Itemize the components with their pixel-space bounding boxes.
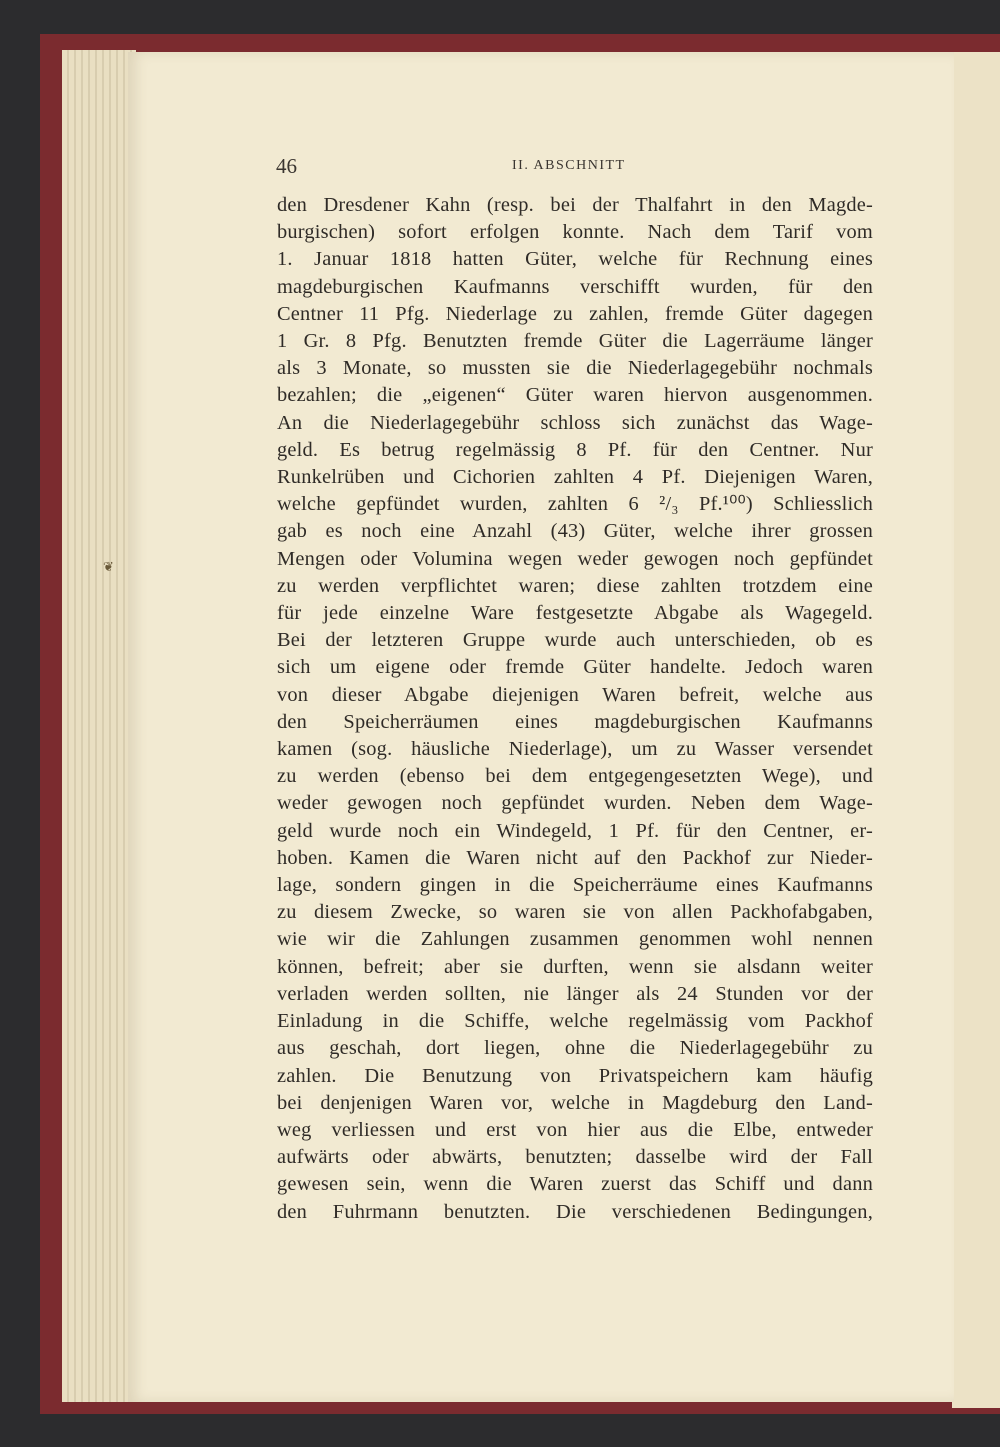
text-line: welche gepfündet wurden, zahlten 6 ²/₃ Pf.¹⁰⁰) Schliesslich <box>277 493 873 516</box>
text-line: Runkelrüben und Cichorien zahlten 4 Pf. Diejenigen Waren, <box>277 466 873 489</box>
text-line: geld wurde noch ein Windegeld, 1 Pf. für den Centner, er- <box>277 819 873 842</box>
text-line: als 3 Monate, so mussten sie die Niederlagegebühr nochmals <box>277 357 873 380</box>
text-line: zu diesem Zwecke, so waren sie von allen Packhofabgaben, <box>277 901 873 924</box>
text-line: zu werden verpflichtet waren; diese zahlten trotzdem eine <box>277 574 873 597</box>
section-title: II. ABSCHNITT <box>512 158 626 173</box>
text-line: aufwärts oder abwärts, benutzten; dasselbe wird der Fall <box>277 1146 873 1169</box>
text-line: verladen werden sollten, nie länger als 24 Stunden vor der <box>277 982 873 1005</box>
text-line: bezahlen; die „eigenen“ Güter waren hiervon ausgenommen. <box>277 384 873 407</box>
text-line: können, befreit; aber sie durften, wenn sie alsdann weiter <box>277 955 873 978</box>
text-line: Mengen oder Volumina wegen weder gewogen noch gepfündet <box>277 547 873 570</box>
text-line: zu werden (ebenso bei dem entgegengesetzten Wege), und <box>277 765 873 788</box>
text-line: Centner 11 Pfg. Niederlage zu zahlen, fremde Güter dagegen <box>277 302 873 325</box>
text-line: kamen (sog. häusliche Niederlage), um zu Wasser versendet <box>277 738 873 761</box>
page-stack-edges <box>62 50 136 1402</box>
text-line: den Fuhrmann benutzten. Die verschiedenen Bedingungen, <box>277 1200 873 1223</box>
text-line: lage, sondern gingen in die Speicherräume eines Kaufmanns <box>277 874 873 897</box>
text-line: Einladung in die Schiffe, welche regelmässig vom Packhof <box>277 1010 873 1033</box>
text-line: bei denjenigen Waren vor, welche in Magdeburg den Land- <box>277 1091 873 1114</box>
text-line: den Speicherräumen eines magdeburgischen Kaufmanns <box>277 710 873 733</box>
text-line: sich um eigene oder fremde Güter handelte. Jedoch waren <box>277 656 873 679</box>
text-line: geld. Es betrug regelmässig 8 Pf. für den Centner. Nur <box>277 438 873 461</box>
text-line: gab es noch eine Anzahl (43) Güter, welche ihrer grossen <box>277 520 873 543</box>
text-line: für jede einzelne Ware festgesetzte Abgabe als Wagegeld. <box>277 602 873 625</box>
next-page-edge <box>952 52 1000 1408</box>
text-line: 1. Januar 1818 hatten Güter, welche für Rechnung eines <box>277 248 873 271</box>
text-line: An die Niederlagegebühr schloss sich zunächst das Wage- <box>277 411 873 434</box>
body-text <box>277 192 873 1226</box>
text-line: Bei der letzteren Gruppe wurde auch unterschieden, ob es <box>277 629 873 652</box>
text-line: magdeburgischen Kaufmanns verschifft wurden, für den <box>277 275 873 298</box>
text-line: weder gewogen noch gepfündet wurden. Neben dem Wage- <box>277 792 873 815</box>
text-line: den Dresdener Kahn (resp. bei der Thalfahrt in den Magde- <box>277 194 873 216</box>
text-line: weg verliessen und erst von hier aus die Elbe, entweder <box>277 1118 873 1141</box>
text-line: 1 Gr. 8 Pfg. Benutzten fremde Güter die Lagerräume länger <box>277 330 873 353</box>
text-line: hoben. Kamen die Waren nicht auf den Packhof zur Nieder- <box>277 846 873 869</box>
margin-mark: ❦ <box>103 560 114 575</box>
text-line: zahlen. Die Benutzung von Privatspeichern kam häufig <box>277 1064 873 1087</box>
text-line: aus geschah, dort liegen, ohne die Niederlagegebühr zu <box>277 1037 873 1060</box>
text-line: von dieser Abgabe diejenigen Waren befreit, welche aus <box>277 683 873 706</box>
page-number: 46 <box>276 154 297 178</box>
text-line: wie wir die Zahlungen zusammen genommen wohl nennen <box>277 928 873 951</box>
text-line: gewesen sein, wenn die Waren zuerst das Schiff und dann <box>277 1173 873 1196</box>
text-line: burgischen) sofort erfolgen konnte. Nach dem Tarif vom <box>277 221 873 244</box>
